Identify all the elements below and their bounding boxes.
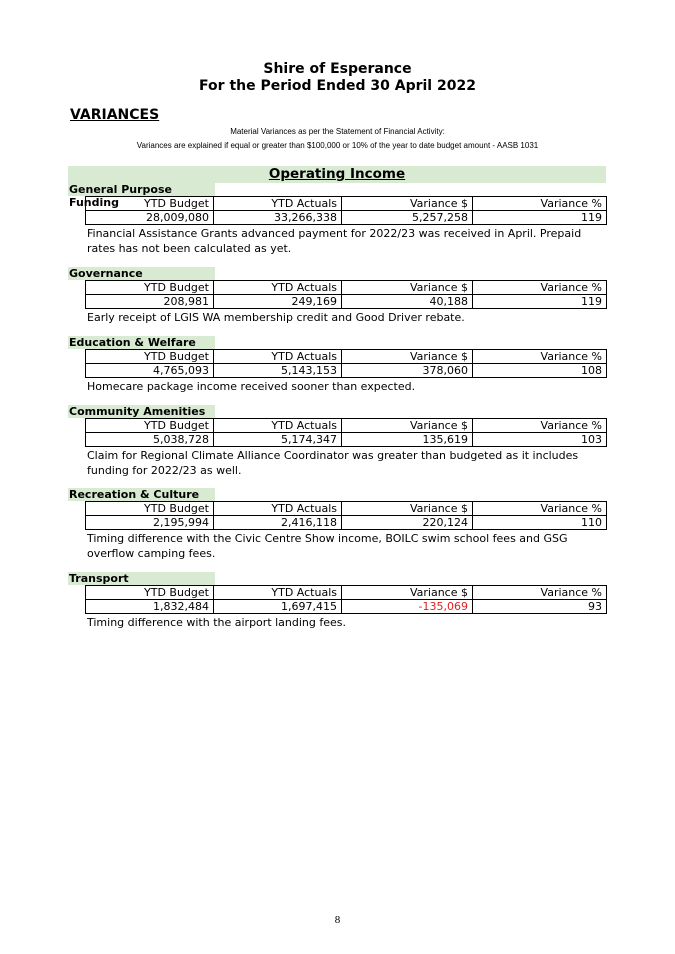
table-row <box>86 211 607 225</box>
category-label: Governance <box>68 267 215 280</box>
table-header-row <box>86 419 607 433</box>
note-line-2: Variances are explained if equal or greater than $100,000 or 10% of the year to date budget amount - AASB 1031 <box>136 141 539 150</box>
table-header-row <box>86 502 607 516</box>
ytd-actuals-value: 5,174,347 <box>214 433 342 447</box>
variance-table <box>85 501 607 530</box>
variance-table <box>85 418 607 447</box>
variance-percent-value: 103 <box>473 433 607 447</box>
variance-table <box>85 196 607 225</box>
table-header-row <box>86 350 607 364</box>
table-row <box>86 516 607 530</box>
category-governance <box>68 267 608 325</box>
col-variance-amount: Variance $ <box>342 586 473 600</box>
variance-percent-value: 108 <box>473 364 607 378</box>
ytd-budget-value: 5,038,728 <box>86 433 214 447</box>
col-ytd-budget: YTD Budget <box>86 350 214 364</box>
variance-comment: Timing difference with the Civic Centre Show income, BOILC swim school fees and GSG overflow camping fees. <box>87 532 568 560</box>
col-ytd-budget: YTD Budget <box>86 281 214 295</box>
variance-percent-value: 93 <box>473 600 607 614</box>
category-community-amenities <box>68 405 608 478</box>
section-title: Operating Income <box>268 166 406 182</box>
col-ytd-actuals: YTD Actuals <box>214 419 342 433</box>
col-variance-percent: Variance % <box>473 197 607 211</box>
category-label: Education & Welfare <box>68 336 215 349</box>
col-ytd-actuals: YTD Actuals <box>214 350 342 364</box>
col-ytd-budget: YTD Budget <box>86 586 214 600</box>
variance-percent-value: 119 <box>473 295 607 309</box>
col-ytd-actuals: YTD Actuals <box>214 586 342 600</box>
variance-amount-value: 220,124 <box>342 516 473 530</box>
variance-percent-value: 110 <box>473 516 607 530</box>
variances-heading: VARIANCES <box>70 107 160 123</box>
table-row <box>86 364 607 378</box>
ytd-actuals-value: 1,697,415 <box>214 600 342 614</box>
ytd-budget-value: 2,195,994 <box>86 516 214 530</box>
col-variance-amount: Variance $ <box>342 350 473 364</box>
col-ytd-budget: YTD Budget <box>86 502 214 516</box>
table-header-row <box>86 197 607 211</box>
col-ytd-budget: YTD Budget <box>86 197 214 211</box>
col-variance-amount: Variance $ <box>342 502 473 516</box>
report-period-title: For the Period Ended 30 April 2022 <box>199 78 476 94</box>
variance-percent-value: 119 <box>473 211 607 225</box>
variance-comment: Timing difference with the airport landing fees. <box>87 616 347 629</box>
category-label: Community Amenities <box>68 405 215 418</box>
table-row <box>86 433 607 447</box>
variance-amount-value: 40,188 <box>342 295 473 309</box>
col-variance-percent: Variance % <box>473 419 607 433</box>
note-line-1: Material Variances as per the Statement of Financial Activity: <box>230 127 445 136</box>
ytd-budget-value: 208,981 <box>86 295 214 309</box>
col-variance-percent: Variance % <box>473 281 607 295</box>
report-org-title: Shire of Esperance <box>263 61 412 77</box>
variance-comment: Financial Assistance Grants advanced payment for 2022/23 was received in April. Prepaid rates has not been calculated as yet. <box>87 227 582 255</box>
category-transport <box>68 572 608 630</box>
variance-comment: Claim for Regional Climate Alliance Coordinator was greater than budgeted as it includes funding for 2022/23 as well. <box>87 449 579 477</box>
section-banner <box>68 166 606 183</box>
col-ytd-actuals: YTD Actuals <box>214 281 342 295</box>
col-variance-amount: Variance $ <box>342 197 473 211</box>
col-variance-amount: Variance $ <box>342 419 473 433</box>
page-number: 8 <box>334 914 341 926</box>
variance-comment: Early receipt of LGIS WA membership credit and Good Driver rebate. <box>87 311 465 324</box>
variance-amount-value: 5,257,258 <box>342 211 473 225</box>
ytd-actuals-value: 249,169 <box>214 295 342 309</box>
category-education-welfare <box>68 336 608 394</box>
ytd-budget-value: 1,832,484 <box>86 600 214 614</box>
ytd-budget-value: 28,009,080 <box>86 211 214 225</box>
category-label: Transport <box>68 572 215 585</box>
table-header-row <box>86 586 607 600</box>
table-row <box>86 600 607 614</box>
table-row <box>86 295 607 309</box>
col-ytd-budget: YTD Budget <box>86 419 214 433</box>
category-label: Recreation & Culture <box>68 488 215 501</box>
col-ytd-actuals: YTD Actuals <box>214 197 342 211</box>
ytd-actuals-value: 33,266,338 <box>214 211 342 225</box>
col-variance-amount: Variance $ <box>342 281 473 295</box>
variance-amount-value: -135,069 <box>342 600 473 614</box>
variance-table <box>85 585 607 614</box>
table-header-row <box>86 281 607 295</box>
variance-table <box>85 349 607 378</box>
variance-table <box>85 280 607 309</box>
category-recreation-culture <box>68 488 608 561</box>
ytd-budget-value: 4,765,093 <box>86 364 214 378</box>
variance-amount-value: 378,060 <box>342 364 473 378</box>
ytd-actuals-value: 5,143,153 <box>214 364 342 378</box>
col-ytd-actuals: YTD Actuals <box>214 502 342 516</box>
col-variance-percent: Variance % <box>473 586 607 600</box>
col-variance-percent: Variance % <box>473 502 607 516</box>
col-variance-percent: Variance % <box>473 350 607 364</box>
variance-comment: Homecare package income received sooner than expected. <box>87 380 416 393</box>
ytd-actuals-value: 2,416,118 <box>214 516 342 530</box>
category-general-purpose-funding <box>68 183 608 256</box>
variance-amount-value: 135,619 <box>342 433 473 447</box>
category-label: General Purpose Funding <box>68 183 215 196</box>
